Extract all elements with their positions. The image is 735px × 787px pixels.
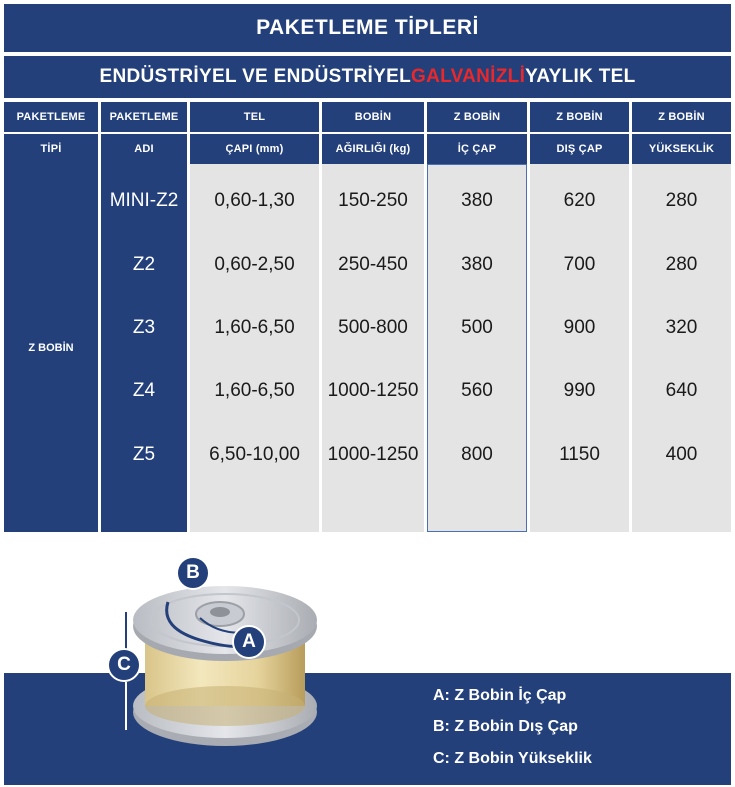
legend-c: C: Z Bobin Yükseklik	[433, 750, 592, 767]
cell-yukseklik: 280	[665, 190, 698, 211]
badge-b: B	[176, 556, 210, 590]
header-tel-line2: ÇAPI (mm)	[190, 134, 319, 164]
row-name: Z2	[132, 254, 156, 275]
cell-ic: 800	[461, 444, 493, 465]
cell-ic: 560	[461, 380, 493, 401]
header-ic-line2: İÇ ÇAP	[427, 134, 527, 164]
subtitle-part2: YAYLIK TEL	[525, 66, 636, 87]
cell-agirlik: 1000-1250	[327, 444, 419, 465]
cell-dis: 700	[563, 254, 596, 275]
row-name: Z4	[132, 380, 156, 401]
cell-yukseklik: 320	[665, 317, 698, 338]
cell-tel: 1,60-6,50	[214, 317, 295, 338]
cell-tel: 0,60-1,30	[214, 190, 295, 211]
header-tip-line2: TİPİ	[4, 134, 98, 164]
cell-dis: 620	[563, 190, 596, 211]
header-bobin-line1: BOBİN	[322, 102, 424, 132]
type-cell: Z BOBİN	[4, 164, 98, 532]
cell-yukseklik: 280	[665, 254, 698, 275]
row-name: Z5	[132, 444, 156, 465]
cell-dis: 1150	[559, 444, 600, 465]
subtitle-highlight: GALVANİZLİ	[410, 66, 526, 87]
row-name: MINI-Z2	[109, 190, 179, 211]
header-tip-line1: PAKETLEME	[4, 102, 98, 132]
cell-agirlik: 250-450	[338, 254, 408, 275]
header-ad-line1: PAKETLEME	[101, 102, 187, 132]
cell-ic: 500	[461, 317, 493, 338]
header-yuk-line1: Z BOBİN	[632, 102, 731, 132]
cell-yukseklik: 400	[665, 444, 698, 465]
name-column	[101, 164, 187, 532]
cell-ic: 380	[461, 190, 493, 211]
header-dis-line1: Z BOBİN	[530, 102, 629, 132]
header-tel-line1: TEL	[190, 102, 319, 132]
cell-agirlik: 1000-1250	[327, 380, 419, 401]
header-ic-line1: Z BOBİN	[427, 102, 527, 132]
legend-b: B: Z Bobin Dış Çap	[433, 718, 578, 735]
row-name: Z3	[132, 317, 156, 338]
header-bobin-line2: AĞIRLIĞI (kg)	[322, 134, 424, 164]
cell-ic: 380	[461, 254, 493, 275]
cell-dis: 900	[563, 317, 596, 338]
cell-agirlik: 500-800	[338, 317, 408, 338]
badge-a: A	[232, 625, 266, 659]
cell-tel: 1,60-6,50	[214, 380, 295, 401]
cell-agirlik: 150-250	[338, 190, 408, 211]
cell-dis: 990	[563, 380, 596, 401]
cell-yukseklik: 640	[665, 380, 698, 401]
cell-tel: 6,50-10,00	[209, 444, 300, 465]
subtitle-part1: ENDÜSTRİYEL VE ENDÜSTRİYEL	[99, 66, 411, 87]
dis-column	[530, 164, 629, 532]
yukseklik-column	[632, 164, 731, 532]
agirlik-column	[322, 164, 424, 532]
page-title: PAKETLEME TİPLERİ	[4, 4, 731, 52]
header-ad-line2: ADI	[101, 134, 187, 164]
wire-bottom	[145, 686, 305, 726]
cell-tel: 0,60-2,50	[214, 254, 295, 275]
subtitle	[4, 56, 731, 98]
badge-c: C	[107, 648, 141, 682]
tel-column	[190, 164, 319, 532]
header-dis-line2: DIŞ ÇAP	[530, 134, 629, 164]
header-yuk-line2: YÜKSEKLİK	[632, 134, 731, 164]
legend-a: A: Z Bobin İç Çap	[433, 687, 567, 704]
ic-column	[427, 164, 527, 532]
hub-hole	[210, 607, 230, 617]
